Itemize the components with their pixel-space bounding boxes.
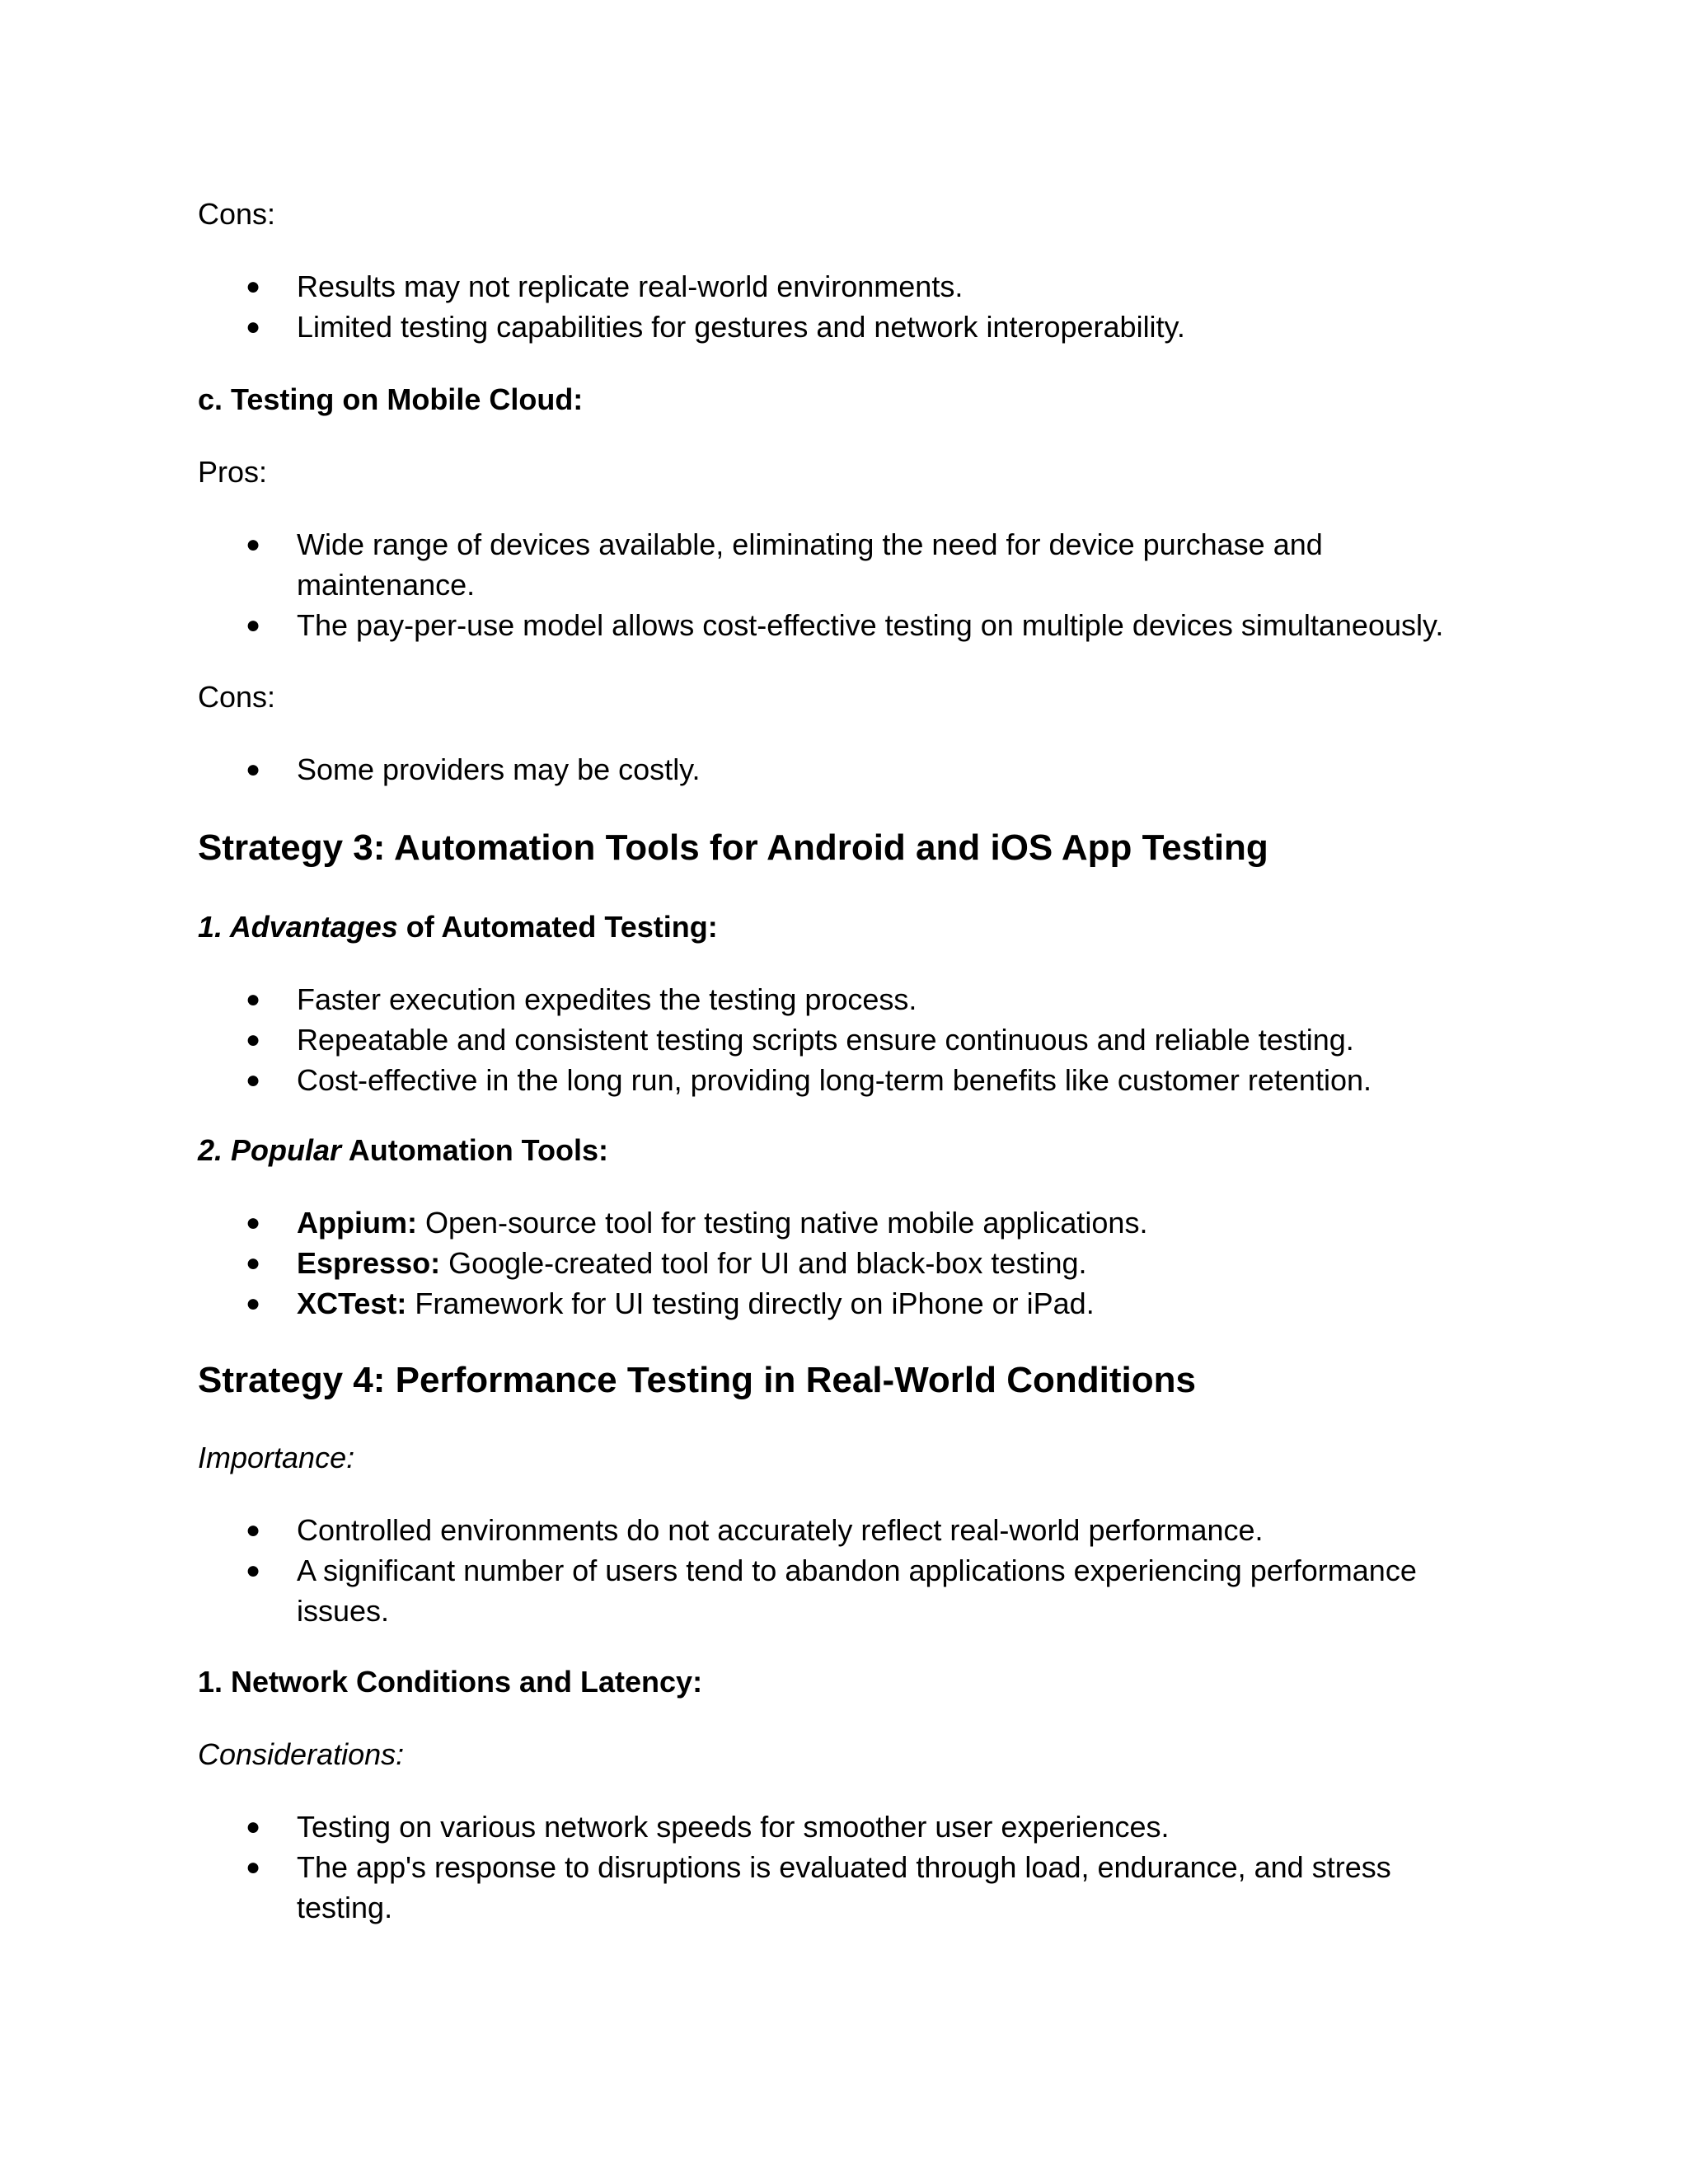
- bullet-icon: ●: [246, 1516, 261, 1544]
- list-item: ● A significant number of users tend to abandon applications experiencing performance: [198, 1550, 1517, 1591]
- list-item: ● Cost-effective in the long run, providing long-term benefits like customer retention.: [198, 1060, 1517, 1100]
- tool-name: Appium:: [297, 1206, 417, 1240]
- bullet-icon: ●: [246, 986, 261, 1013]
- tool-name: XCTest:: [297, 1286, 407, 1320]
- list-item: ● Some providers may be costly.: [198, 749, 1517, 790]
- bullet-icon: ●: [246, 1249, 261, 1277]
- list-item: ● Results may not replicate real-world environments.: [198, 266, 1517, 307]
- cons-label: Cons:: [198, 197, 276, 231]
- bullet-icon: ●: [246, 273, 261, 300]
- bullet-icon: ●: [246, 1026, 261, 1053]
- bullet-icon: ●: [246, 531, 261, 558]
- tool-description: Google-created tool for UI and black-box testing.: [440, 1246, 1087, 1280]
- subsection-heading: 2. Popular Automation Tools:: [198, 1133, 608, 1167]
- importance-label: Importance:: [198, 1441, 355, 1474]
- list-item: ● The pay-per-use model allows cost-effective testing on multiple devices simultaneously.: [198, 605, 1517, 645]
- tool-description: Open-source tool for testing native mobile applications.: [416, 1206, 1148, 1240]
- list-item: ● Controlled environments do not accurately reflect real-world performance.: [198, 1510, 1517, 1550]
- list-item: [198, 1202, 1517, 1243]
- strategy-heading: Strategy 4: Performance Testing in Real-World Conditions: [198, 1360, 1196, 1400]
- advantages-list: [198, 979, 1517, 1100]
- list-item: ● Limited testing capabilities for gestures and network interoperability.: [198, 307, 1517, 347]
- bullet-icon: ●: [246, 1813, 261, 1840]
- list-item-continuation: maintenance.: [297, 568, 476, 602]
- bullet-icon: ●: [246, 1854, 261, 1881]
- bullet-icon: ●: [246, 612, 261, 639]
- bullet-icon: ●: [246, 313, 261, 340]
- bullet-icon: ●: [246, 1066, 261, 1094]
- bullet-icon: ●: [246, 1209, 261, 1236]
- cons-list: [198, 266, 1517, 347]
- list-item: [198, 1283, 1517, 1324]
- considerations-list: [198, 1807, 1517, 1928]
- cons-label: Cons:: [198, 680, 276, 714]
- list-item-continuation: testing.: [297, 1891, 393, 1924]
- subsection-heading: 1. Advantages of Automated Testing:: [198, 910, 718, 944]
- section-heading: c. Testing on Mobile Cloud:: [198, 382, 584, 416]
- pros-label: Pros:: [198, 455, 268, 489]
- list-item: ● The app's response to disruptions is evaluated through load, endurance, and stress: [198, 1847, 1517, 1887]
- subsection-heading: 1. Network Conditions and Latency:: [198, 1665, 703, 1699]
- pros-list: [198, 524, 1517, 645]
- importance-list: [198, 1510, 1517, 1631]
- list-item: ● Testing on various network speeds for smoother user experiences.: [198, 1807, 1517, 1847]
- list-item: ● Faster execution expedites the testing process.: [198, 979, 1517, 1019]
- cons-list: [198, 749, 1517, 790]
- list-item: ● Repeatable and consistent testing scripts ensure continuous and reliable testing.: [198, 1019, 1517, 1060]
- tool-name: Espresso:: [297, 1246, 441, 1280]
- bullet-icon: ●: [246, 1290, 261, 1317]
- list-item: [198, 1243, 1517, 1283]
- strategy-heading: Strategy 3: Automation Tools for Android and iOS App Testing: [198, 827, 1268, 868]
- bullet-icon: ●: [246, 1557, 261, 1584]
- tools-list: [198, 1202, 1517, 1324]
- list-item-continuation: issues.: [297, 1594, 390, 1628]
- bullet-icon: ●: [246, 756, 261, 783]
- list-item: ● Wide range of devices available, eliminating the need for device purchase and: [198, 524, 1517, 565]
- tool-description: Framework for UI testing directly on iPhone or iPad.: [406, 1286, 1095, 1320]
- considerations-label: Considerations:: [198, 1737, 405, 1771]
